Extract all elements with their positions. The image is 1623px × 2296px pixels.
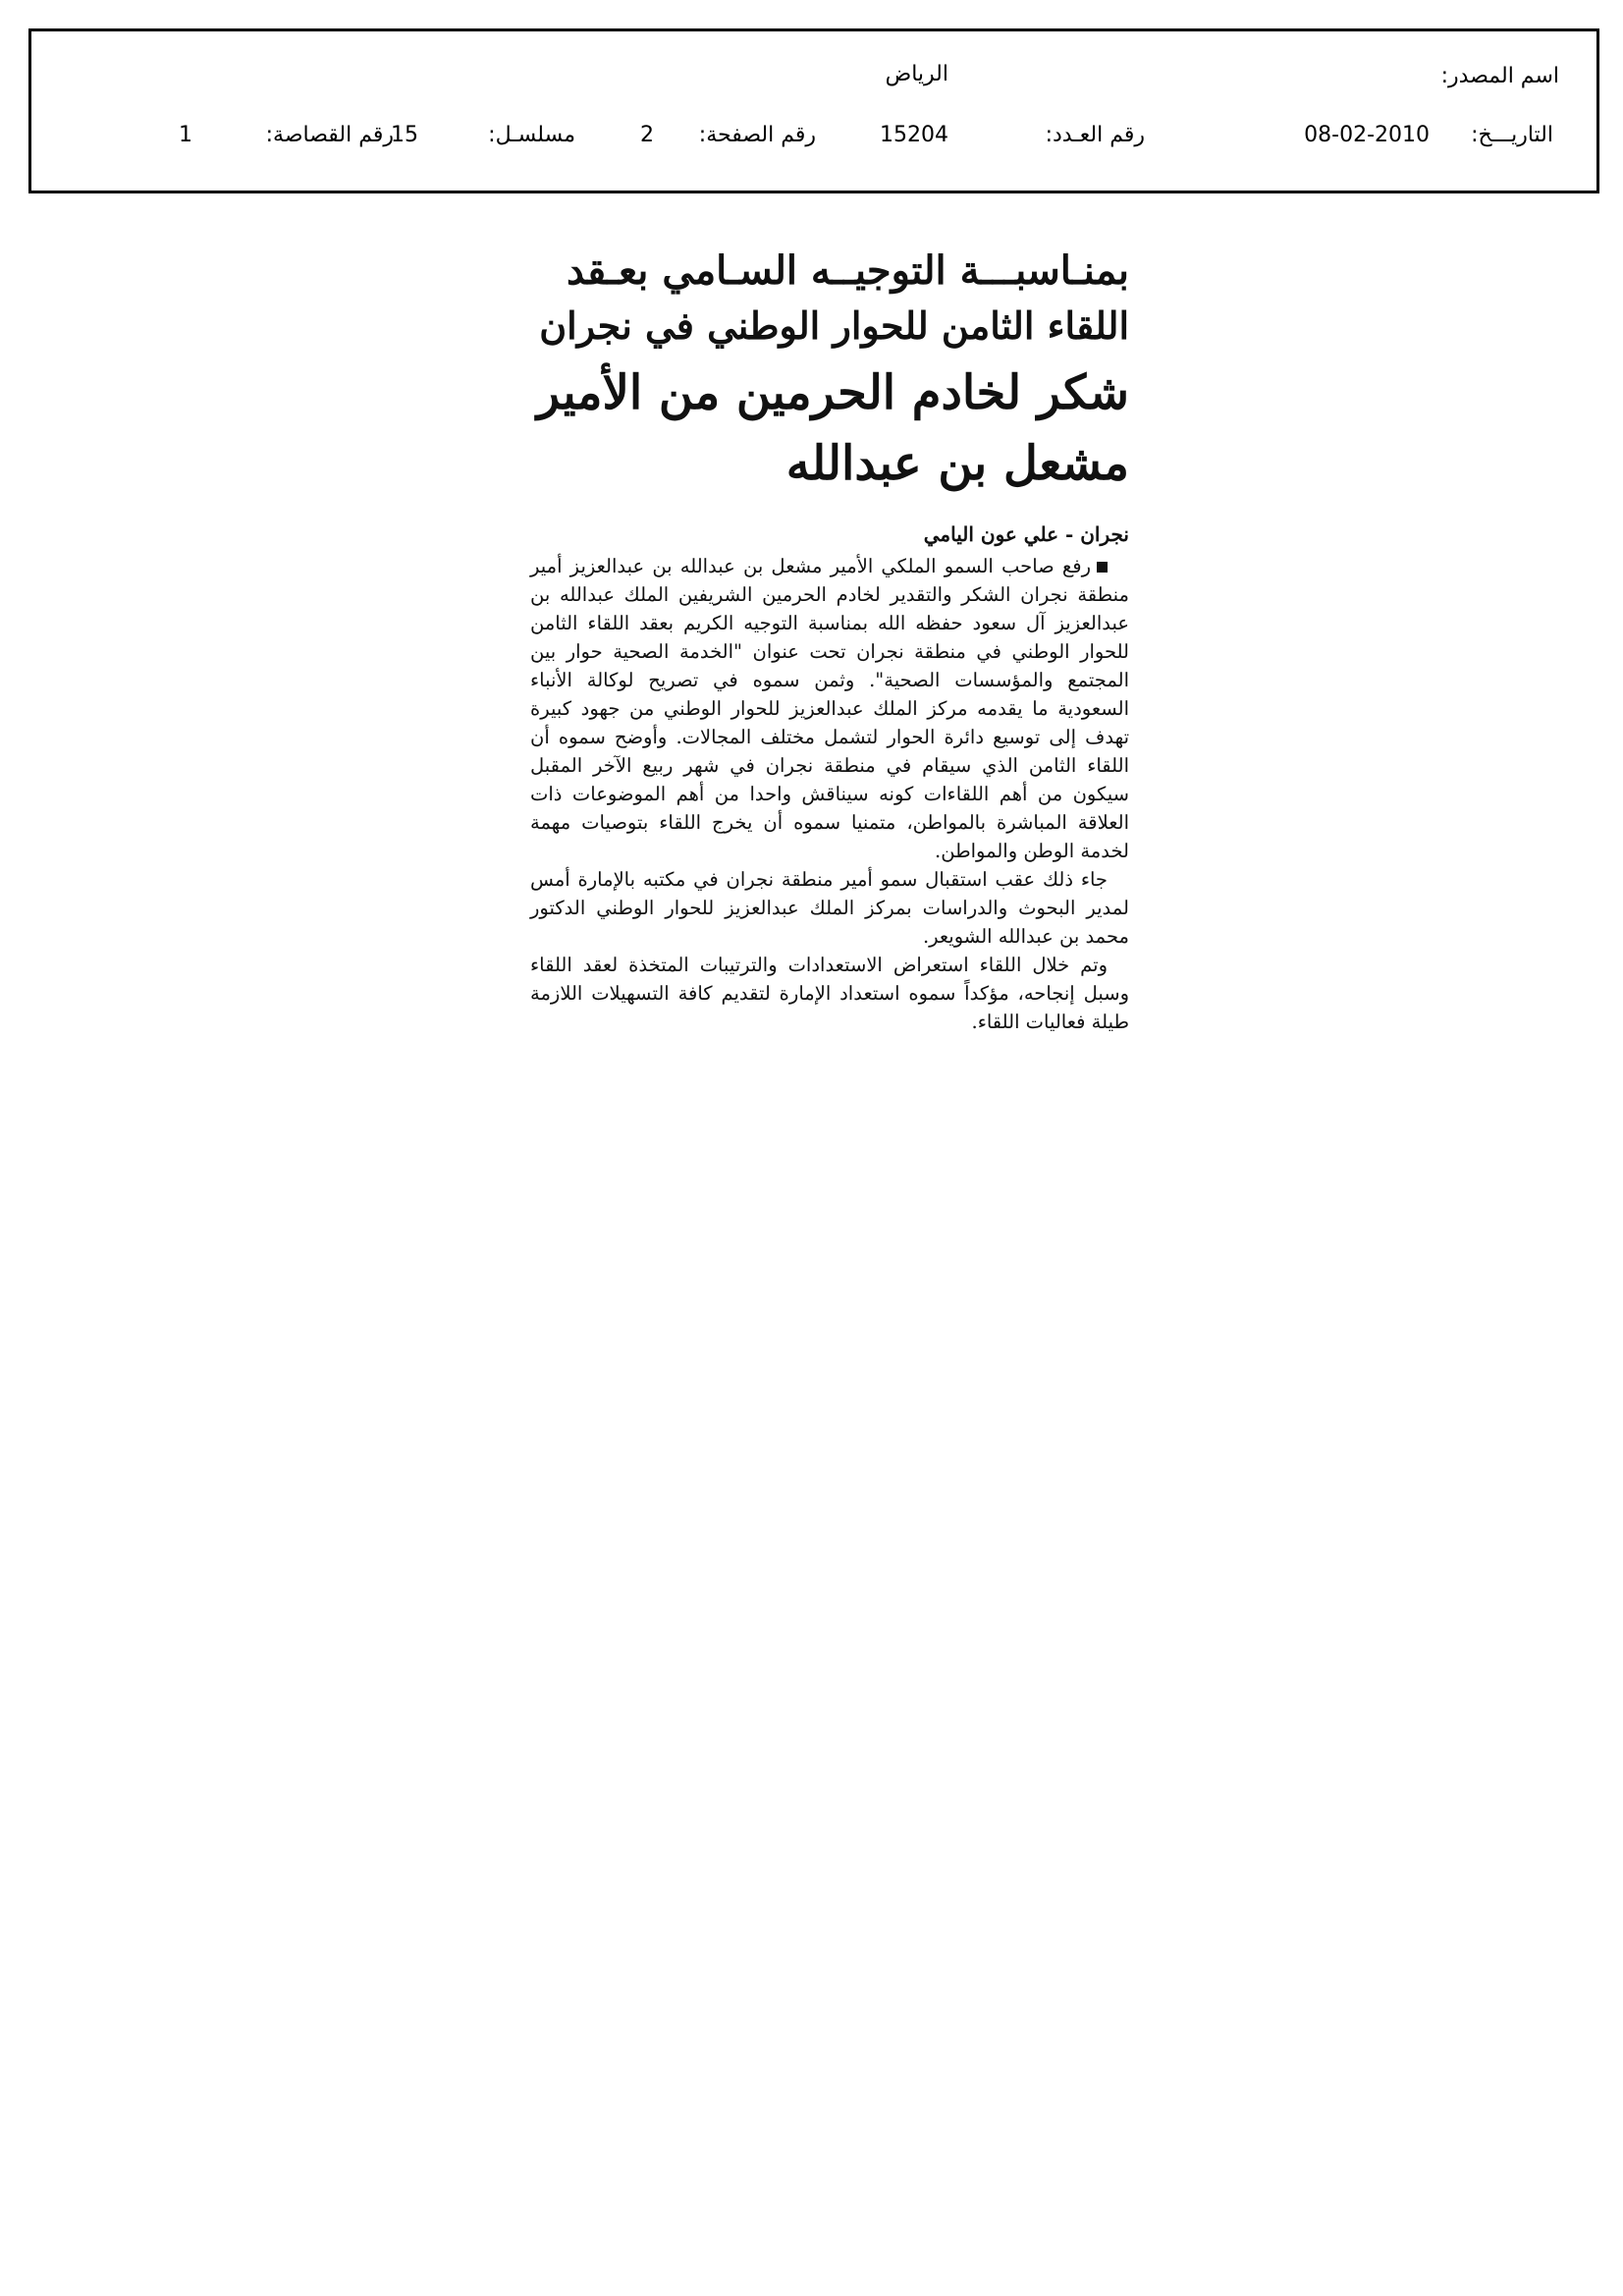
date-value: 08-02-2010 xyxy=(1304,123,1430,147)
headline-line-2: اللقاء الثامن للحوار الوطني في نجران xyxy=(539,303,1129,348)
article-paragraph: وتم خلال اللقاء استعراض الاستعدادات والترتيبات المتخذة لعقد اللقاء وسبل إنجاحه، مؤكداً سموه استعداد الإمارة لتقديم كافة التسهيلات اللازمة طيلة فعاليات اللقاء. xyxy=(530,954,1129,1033)
headline-main: شكر لخادم الحرمين من الأمير مشعل بن عبدالله xyxy=(536,365,1129,491)
issue-label: رقم العـدد: xyxy=(1045,123,1145,147)
clipping-metadata-box xyxy=(28,28,1599,193)
square-bullet-icon xyxy=(1097,562,1108,573)
serial-label: مسلسـل: xyxy=(488,123,575,147)
serial-value: 15 xyxy=(391,123,418,147)
date-label: التاريـــخ: xyxy=(1471,123,1553,147)
newspaper-clipping xyxy=(530,244,1129,1176)
source-value: الرياض xyxy=(885,62,948,86)
page-value: 2 xyxy=(640,123,654,147)
page-label: رقم الصفحة: xyxy=(698,123,816,147)
headline-line-1: بمنـاسبـــة التوجيــه السـامي بعـقد xyxy=(567,247,1129,294)
article-paragraph: رفع صاحب السمو الملكي الأمير مشعل بن عبدالله بن عبدالعزيز أمير منطقة نجران الشكر والتقدير لخادم الحرمين الشريفين الملك عبدالله بن عبدالعزيز آل سعود حفظه الله بمناسبة التوجيه الكريم بعقد اللقاء الثامن للحوار الوطني في منطقة نجران تحت عنوان "الخدمة الصحية حوار بين المجتمع والمؤسسات الصحية". وثمن سموه في تصريح لوكالة الأنباء السعودية ما يقدمه مركز الملك عبدالعزيز للحوار الوطني من جهود كبيرة تهدف إلى توسيع دائرة الحوار لتشمل مختلف المجالات. وأوضح سموه أن اللقاء الثامن الذي سيقام في منطقة نجران في شهر ربيع الآخر المقبل سيكون من أهم اللقاءات كونه سيناقش واحدا من أهم الموضوعات ذات العلاقة المباشرة بالمواطن، متمنيا سموه أن يخرج اللقاء بتوصيات مهمة لخدمة الوطن والمواطن. xyxy=(530,555,1129,862)
clipping-number-value: 1 xyxy=(179,123,192,147)
article-paragraph: جاء ذلك عقب استقبال سمو أمير منطقة نجران في مكتبه بالإمارة أمس لمدير البحوث والدراسات بمركز الملك عبدالعزيز للحوار الوطني الدكتور محمد بن عبدالله الشويعر. xyxy=(530,868,1129,948)
article-body xyxy=(530,552,1129,1036)
source-label: اسم المصدر: xyxy=(1440,64,1559,88)
byline: نجران - علي عون اليامي xyxy=(923,522,1129,546)
clipping-number-label: رقم القصاصة: xyxy=(265,123,394,147)
issue-value: 15204 xyxy=(880,123,948,147)
